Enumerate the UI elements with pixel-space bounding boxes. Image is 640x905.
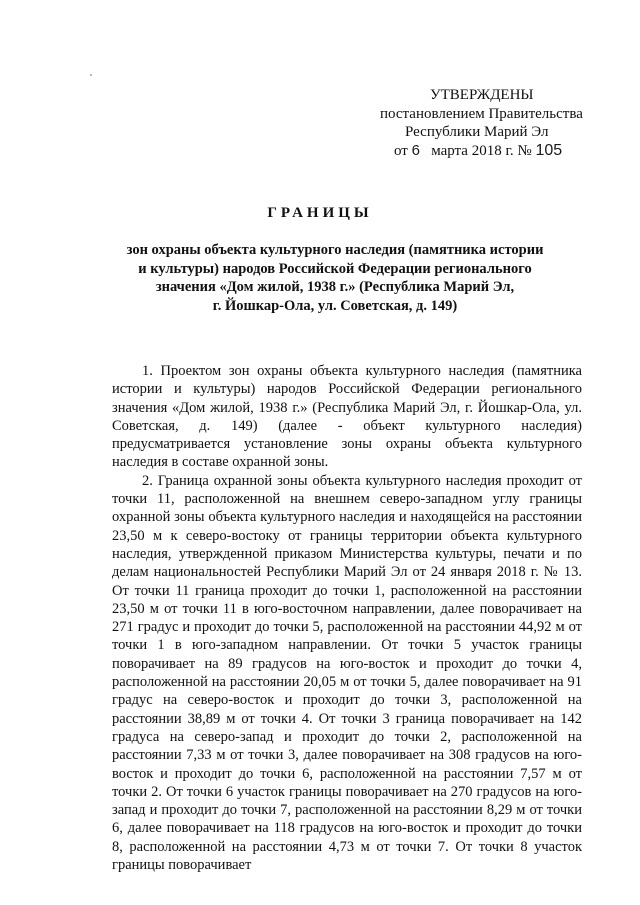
approval-line-2: Республики Марий Эл xyxy=(405,124,549,140)
subtitle-line-4: г. Йошкар-Ола, ул. Советская, д. 149) xyxy=(212,297,458,314)
approval-date-prefix: от xyxy=(394,142,408,159)
approval-line-1: постановлением Правительства xyxy=(380,105,583,122)
document-title: ГРАНИЦЫ xyxy=(267,205,373,221)
approval-number: 105 xyxy=(535,141,563,159)
scan-speck xyxy=(90,74,92,76)
approval-block xyxy=(380,86,610,160)
subtitle-line-1: зон охраны объекта культурного наследия (памятника истории xyxy=(126,242,544,258)
document-subtitle xyxy=(100,241,570,315)
approval-date-line xyxy=(380,142,610,161)
paragraph-2: 2. Граница охранной зоны объекта культурного наследия проходит от точки 11, расположенной на внешнем северо-западном углу границы охранной зоны объекта культурного наследия и находящейся на расстоянии 23,50 м к северо-востоку от границы территории объекта культурного наследия, утвержденной приказом Министерства культуры, печати и по делам национальностей Республики Марий Эл от 24 января 2018 г. № 13. От точки 11 граница проходит до точки 1, расположенной на расстоянии 23,50 м от точки 11 в юго-восточном направлении, далее поворачивает на 271 градус и проходит до точки 5, расположенной на расстоянии 44,92 м от точки 1 в юго-западном направлении. От точки 5 участок границы поворачивает на 89 градусов на юго-восток и проходит до точки 4, расположенной на расстоянии 20,05 м от точки 5, далее поворачивает на 91 градус на северо-восток и проходит до точки 3, расположенной на расстоянии 38,89 м от точки 4. От точки 3 граница поворачивает на 142 градуса на северо-запад и проходит до точки 2, расположенной на расстоянии 7,33 м от точки 3, далее поворачивает на 308 градусов на юго-восток и проходит до точки 6, расположенной на расстоянии 7,57 м от точки 2. От точки 6 участок границы поворачивает на 270 градусов на юго-запад и проходит до точки 7, расположенной на расстоянии 8,29 м от точки 6, далее поворачивает на 118 градусов на юго-восток и проходит до точки 8, расположенной на расстоянии 4,73 м от точки 7. От точки 8 участок границы поворачивает xyxy=(112,472,582,874)
approval-date-mid: марта 2018 г. № xyxy=(431,142,532,159)
approval-day: 6 xyxy=(411,141,420,159)
paragraph-1: 1. Проектом зон охраны объекта культурного наследия (памятника истории и культуры) народов Российской Федерации регионального значения «Дом жилой, 1938 г.» (Республика Марий Эл, г. Йошкар-Ола, ул. Советская, д. 149) (далее - объект культурного наследия) предусматривается установление зоны охраны объекта культурного наследия в составе охранной зоны. xyxy=(112,363,582,471)
approval-heading: УТВЕРЖДЕНЫ xyxy=(430,87,534,103)
subtitle-line-3: значения «Дом жилой, 1938 г.» (Республика Марий Эл, xyxy=(155,279,515,295)
document-body xyxy=(112,362,582,874)
subtitle-line-2: и культуры) народов Российской Федерации регионального xyxy=(138,260,532,277)
